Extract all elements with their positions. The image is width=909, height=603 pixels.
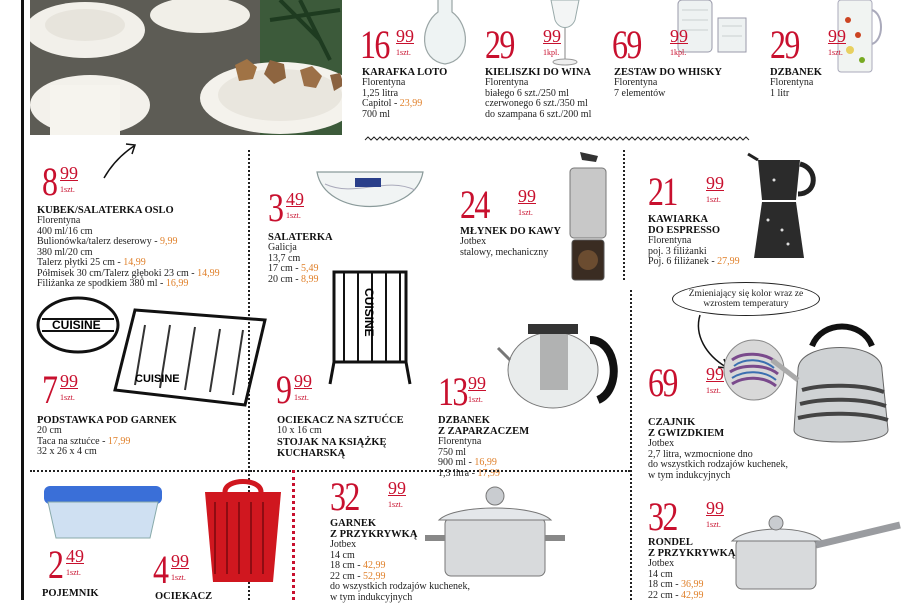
kieliszki-price: 29 99 1kpl. bbox=[485, 22, 561, 67]
podstawka-price: 7 99 1szt. bbox=[42, 367, 78, 412]
podstawka-name: PODSTAWKA POD GARNEK bbox=[37, 415, 177, 426]
karafka-desc: Florentyna 1,25 litra Capitol - 23,99 700 ml bbox=[362, 77, 423, 120]
salaterka-price: 3 49 1szt. bbox=[268, 185, 304, 230]
glass-bowl-image bbox=[315, 168, 425, 223]
rondel-name: RONDEL Z PRZYKRYWKĄ bbox=[648, 537, 736, 559]
dashed-divider-h bbox=[30, 470, 250, 472]
czajnik-price: 69 99 1szt. bbox=[648, 360, 724, 405]
salaterka-desc: Galicja 13,7 cm 17 cm - 5,49 20 cm - 8,99 bbox=[268, 242, 319, 285]
dzbanek-name: DZBANEK bbox=[770, 67, 822, 78]
czajnik-name: CZAJNIK Z GWIZDKIEM bbox=[648, 417, 725, 439]
mlynek-desc: Jotbex stalowy, mechaniczny bbox=[460, 236, 549, 258]
tray-logo: CUISINE bbox=[135, 373, 180, 385]
whisky-desc: Florentyna 7 elementów bbox=[614, 77, 666, 99]
zaparzacz-price: 13 99 1szt. bbox=[438, 369, 486, 414]
vertical-divider-left bbox=[21, 0, 24, 600]
trivet-logo: CUISINE bbox=[52, 318, 101, 332]
arrow-up-icon bbox=[100, 140, 140, 180]
red-drainer-image bbox=[195, 478, 290, 588]
ociekacz-name: OCIEKACZ NA SZTUĆCE bbox=[277, 415, 404, 426]
food-container-image bbox=[40, 482, 170, 542]
pojemnik-price: 2 49 1szt. bbox=[48, 542, 84, 587]
kieliszki-name: KIELISZKI DO WINA bbox=[485, 67, 592, 78]
podstawka-desc: 20 cm Taca na sztućce - 17,99 32 x 26 x 4 cm bbox=[37, 425, 131, 457]
whisky-price: 69 99 1kpl. bbox=[612, 22, 688, 67]
book-stand-image bbox=[330, 268, 415, 388]
kubek-desc: Florentyna 400 ml/16 cm Bulionówka/talerz deserowy - 9,99 380 ml/20 cm Talerz płytki 25 cm - 14,99 Półmisek 30 cm/Talerz głęboki 23 cm - 14,99 Filiżanka ze spodkiem 380 ml - 16,99 bbox=[37, 215, 220, 289]
espresso-maker-image bbox=[738, 150, 828, 265]
saucepan-image bbox=[728, 505, 903, 595]
ociekacz2-price: 4 99 1szt. bbox=[153, 547, 189, 592]
dashed-divider-3 bbox=[630, 290, 632, 600]
red-zigzag-border bbox=[292, 470, 299, 600]
ociekacz2-name: OCIEKACZ bbox=[155, 591, 213, 602]
book-stand-logo: CUISINE bbox=[362, 288, 376, 337]
ociekacz-price: 9 99 1szt. bbox=[276, 367, 312, 412]
zaparzacz-name: DZBANEK Z ZAPARZACZEM bbox=[438, 415, 530, 437]
mlynek-name: MŁYNEK DO KAWY bbox=[460, 226, 561, 237]
salaterka-name: SALATERKA bbox=[268, 232, 333, 243]
tableware-illustration bbox=[30, 0, 342, 135]
garnek-desc: Jotbex 14 cm 18 cm - 42,99 22 cm - 52,99 do wszystkich rodzajów kuchenek, w tym indukcyjnych bbox=[330, 539, 470, 603]
kawiarka-price: 21 99 1szt. bbox=[648, 169, 724, 214]
rondel-price: 32 99 1szt. bbox=[648, 494, 724, 539]
teapot-infuser-image bbox=[498, 310, 628, 415]
kawiarka-name: KAWIARKA DO ESPRESSO bbox=[648, 214, 721, 236]
zaparzacz-desc: Florentyna 750 ml 900 ml - 16,99 1,3 litra - 17,99 bbox=[438, 436, 500, 479]
ociekacz-desc: 10 x 16 cm bbox=[277, 425, 322, 436]
garnek-price: 32 99 1szt. bbox=[330, 474, 406, 519]
stojak-name: STOJAK NA KSIĄŻKĘ KUCHARSKĄ bbox=[277, 437, 387, 459]
color-change-bubble: Zmieniający się kolor wraz ze wzrostem temperatury bbox=[672, 282, 820, 316]
kieliszki-desc: Florentyna białego 6 szt./250 ml czerwonego 6 szt./350 ml do szampana 6 szt./200 ml bbox=[485, 77, 592, 120]
garnek-name: GARNEK Z PRZYKRYWKĄ bbox=[330, 518, 418, 540]
cutlery-tray-image bbox=[115, 300, 270, 410]
dashed-divider-2 bbox=[623, 150, 625, 280]
dashed-divider-h2 bbox=[250, 470, 630, 472]
trivet-image bbox=[36, 295, 126, 365]
tableware-photo bbox=[30, 0, 342, 135]
dzbanek-price: 29 99 1szt. bbox=[770, 22, 846, 67]
mlynek-price: 24 99 1szt. bbox=[460, 182, 536, 227]
kubek-price: 8 99 1szt. bbox=[42, 159, 78, 204]
pojemnik-name: POJEMNIK bbox=[42, 588, 99, 599]
karafka-name: KARAFKA LOTO bbox=[362, 67, 448, 78]
whisky-name: ZESTAW DO WHISKY bbox=[614, 67, 722, 78]
czajnik-desc: Jotbex 2,7 litra, wzmocnione dno do wszystkich rodzajów kuchenek, w tym indukcyjnych bbox=[648, 438, 788, 481]
coffee-grinder-image bbox=[540, 150, 610, 285]
dzbanek-desc: Florentyna 1 litr bbox=[770, 77, 814, 99]
zigzag-divider bbox=[365, 135, 905, 145]
carafe-image bbox=[410, 0, 480, 70]
kubek-name: KUBEK/SALATERKA OSLO bbox=[37, 205, 174, 216]
rondel-desc: Jotbex 14 cm 18 cm - 36,99 22 cm - 42,99 bbox=[648, 558, 704, 601]
karafka-price: 16 99 1szt. bbox=[360, 22, 414, 67]
kawiarka-desc: Florentyna poj. 3 filiżanki Poj. 6 filiżanek - 27,99 bbox=[648, 235, 740, 267]
